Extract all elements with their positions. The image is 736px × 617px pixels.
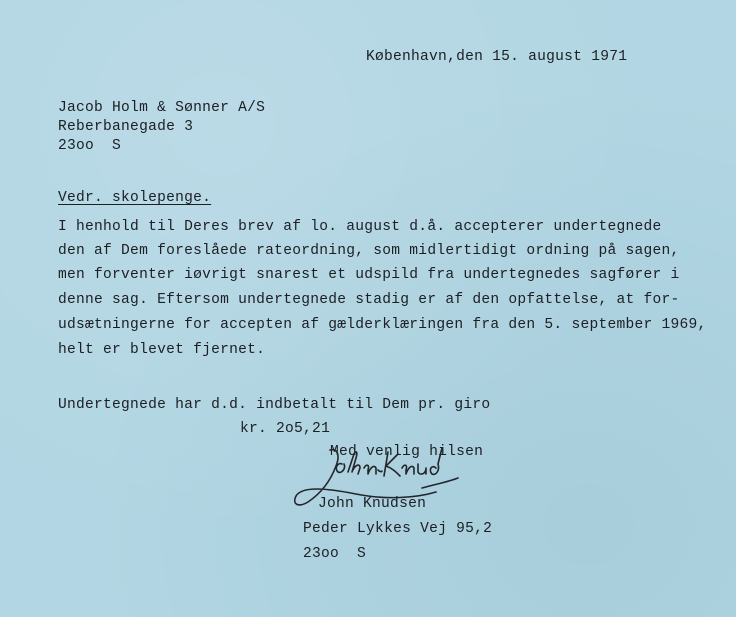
body-line: helt er blevet fjernet. — [58, 342, 266, 358]
payment-text: Undertegnede har d.d. indbetalt til Dem pr. giro — [58, 397, 491, 413]
sender-postcode: 23oo S — [303, 546, 367, 562]
payment-amount: kr. 2o5,21 — [240, 421, 331, 437]
body-line: den af Dem foreslåede rateordning, som midlertidigt ordning på sagen, — [58, 243, 680, 259]
body-line: I henhold til Deres brev af lo. august d.å. accepterer undertegnede — [58, 219, 662, 235]
body-line: udsætningerne for accepten af gælderklæringen fra den 5. september 1969, — [58, 317, 707, 333]
body-line: denne sag. Eftersom undertegnede stadig er af den opfattelse, at for- — [58, 292, 680, 308]
date-line: København,den 15. august 1971 — [366, 49, 628, 65]
subject-line: Vedr. skolepenge. — [58, 190, 212, 206]
recipient-name: Jacob Holm & Sønner A/S — [58, 100, 266, 116]
recipient-postcode: 23oo S — [58, 138, 122, 154]
sender-name: John Knudsen — [318, 496, 427, 512]
sender-street: Peder Lykkes Vej 95,2 — [303, 521, 493, 537]
closing-text: Med venlig hilsen — [330, 444, 484, 460]
recipient-street: Reberbanegade 3 — [58, 119, 194, 135]
body-line: men forventer iøvrigt snarest et udspild fra undertegnedes sagfører i — [58, 267, 680, 283]
handwritten-signature — [286, 438, 466, 520]
